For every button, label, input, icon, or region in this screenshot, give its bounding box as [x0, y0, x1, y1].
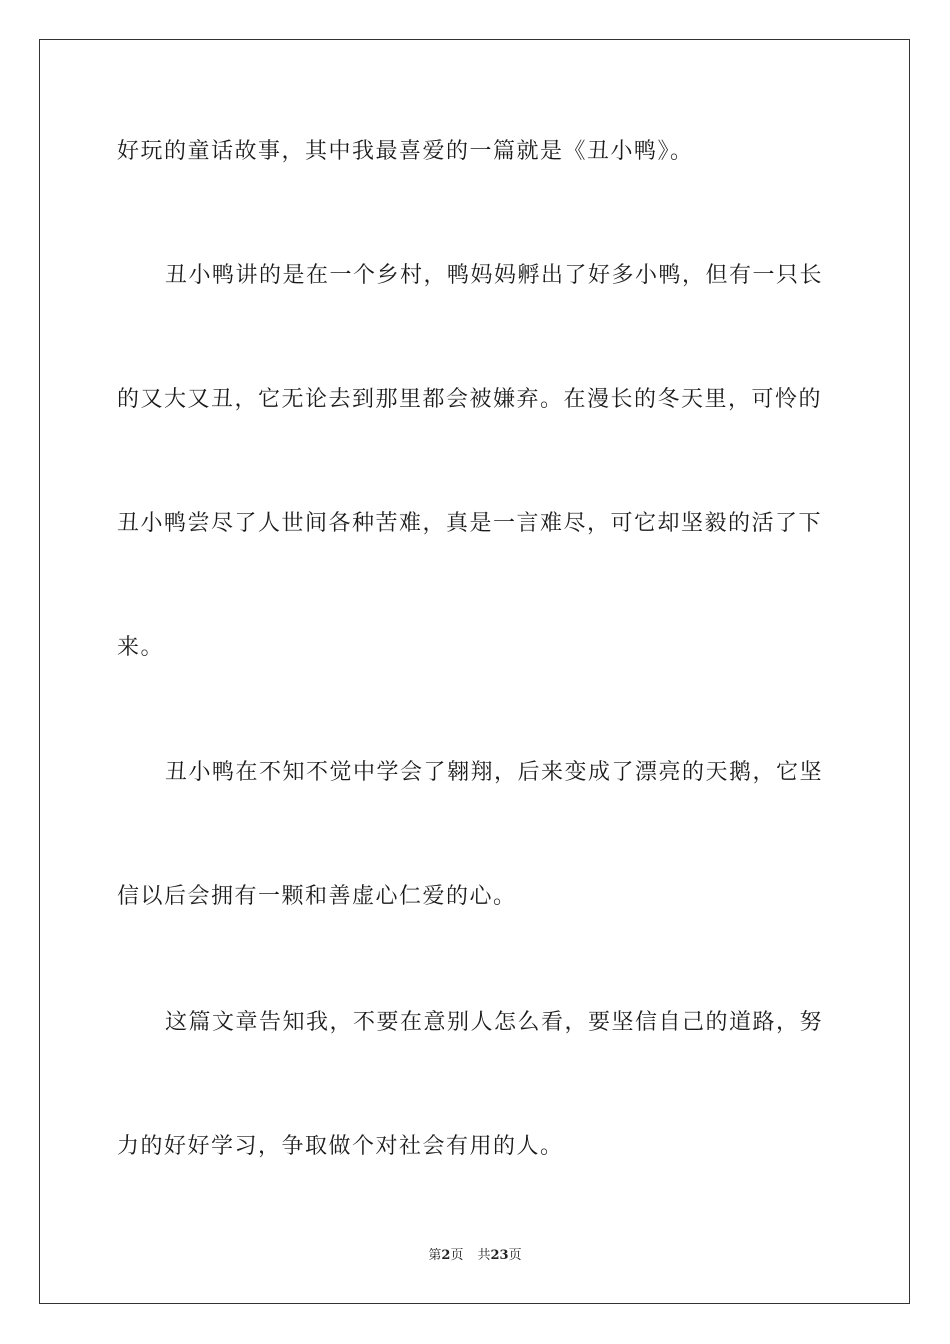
total-suffix: 页 — [508, 1248, 522, 1263]
paragraph-line: 的又大又丑，它无论去到那里都会被嫌弃。在漫长的冬天里，可怜的 — [117, 387, 823, 412]
page-number: 2 — [441, 1248, 451, 1263]
page-border — [39, 39, 910, 1304]
total-prefix: 共 — [477, 1248, 491, 1263]
page-prefix: 第 — [428, 1248, 442, 1263]
paragraph-line: 这篇文章告知我，不要在意别人怎么看，要坚信自己的道路，努 — [165, 1010, 824, 1035]
paragraph-line: 丑小鸭尝尽了人世间各种苦难，真是一言难尽，可它却坚毅的活了下 — [117, 511, 823, 536]
paragraph-line: 丑小鸭在不知不觉中学会了翱翔，后来变成了漂亮的天鹅，它坚 — [165, 760, 824, 785]
paragraph-line: 力的好好学习，争取做个对社会有用的人。 — [117, 1134, 564, 1159]
page-footer — [0, 1247, 950, 1265]
paragraph-line: 来。 — [117, 635, 165, 660]
total-pages: 23 — [490, 1248, 509, 1263]
paragraph-line: 信以后会拥有一颗和善虚心仁爱的心。 — [117, 884, 517, 909]
page-suffix: 页 — [450, 1248, 464, 1263]
paragraph-line: 好玩的童话故事，其中我最喜爱的一篇就是《丑小鸭》。 — [117, 139, 694, 164]
paragraph-line: 丑小鸭讲的是在一个乡村，鸭妈妈孵出了好多小鸭，但有一只长 — [165, 263, 824, 288]
